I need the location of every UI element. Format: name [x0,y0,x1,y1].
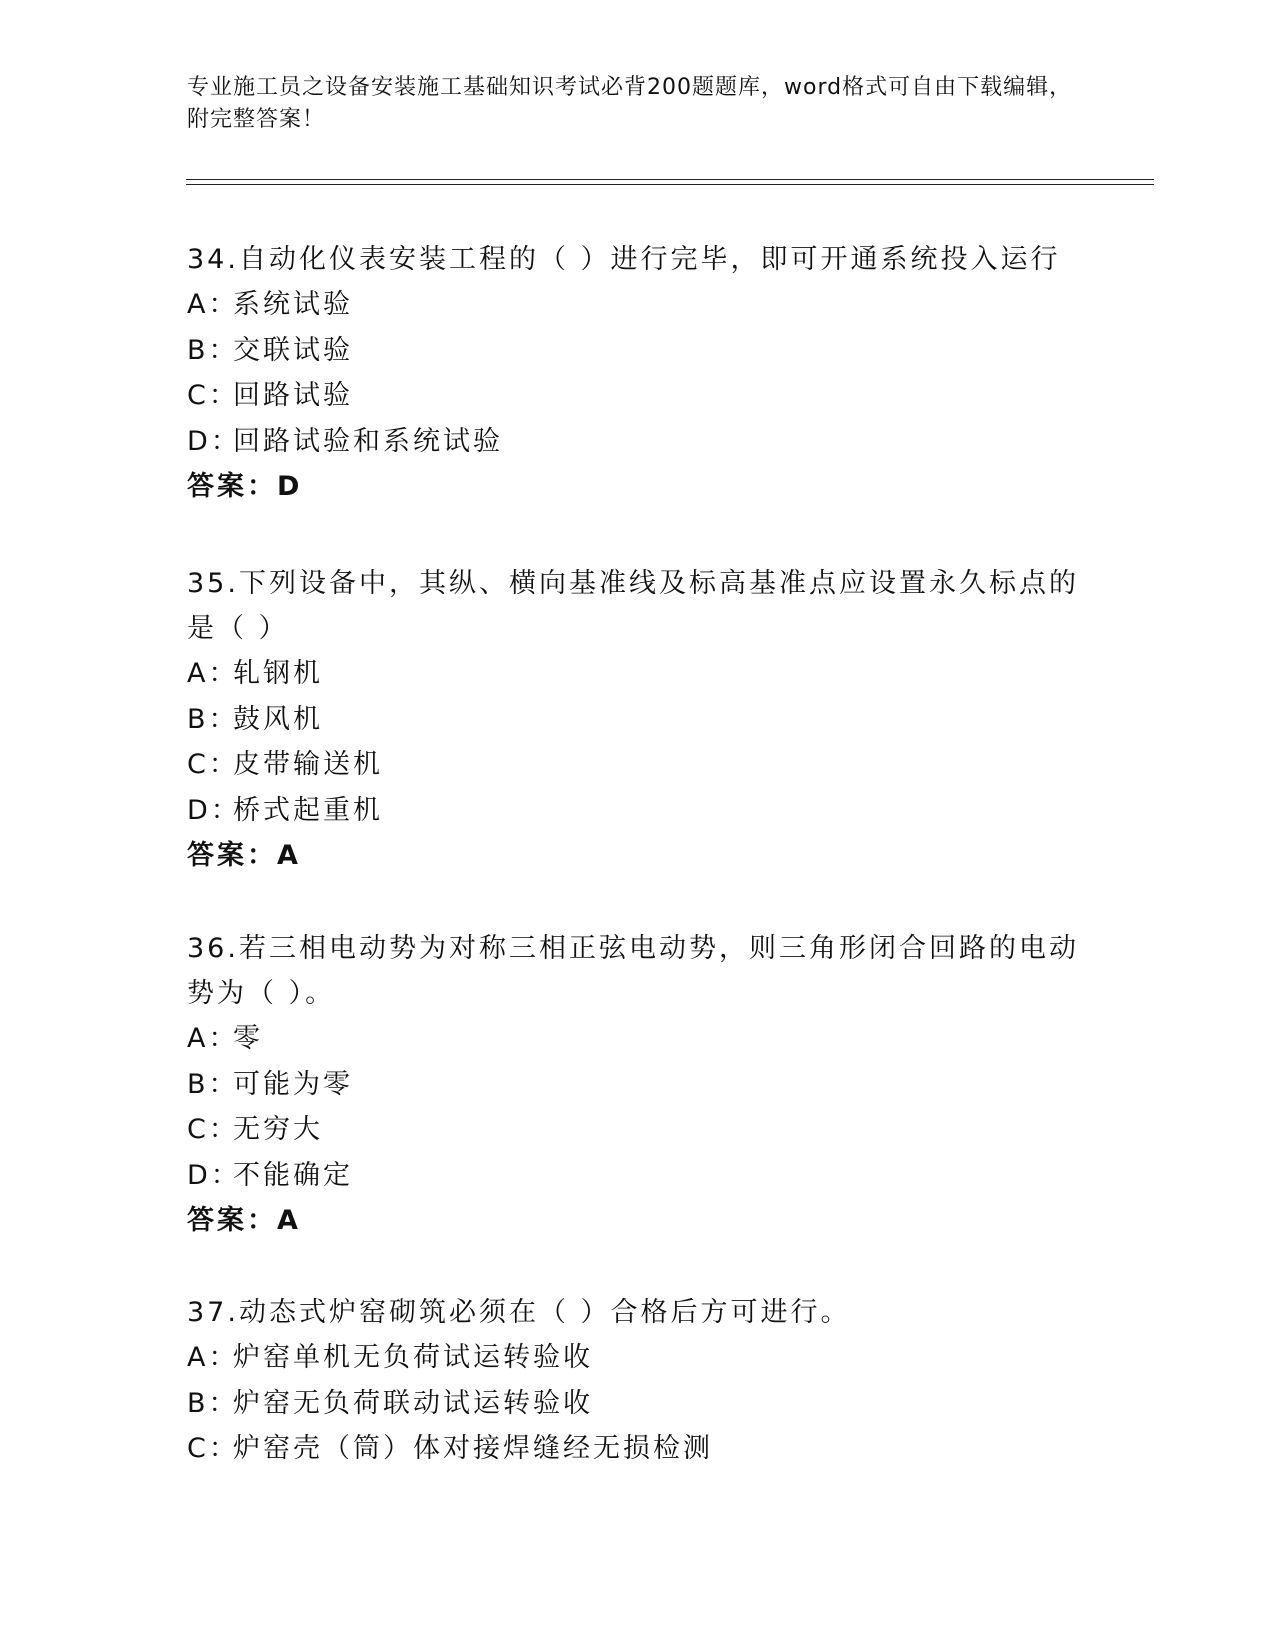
option-key: C： [187,380,239,411]
option-key: D： [187,794,241,826]
question-34 [187,237,1087,510]
question-36 [187,926,1087,1244]
option-d [187,1153,1087,1199]
option-text: 交联试验 [233,334,353,366]
option-key: A： [187,658,239,689]
option-text: 皮带输送机 [233,749,383,780]
question-35 [187,561,1087,879]
header-divider-line [186,179,1154,180]
option-key: D： [187,1159,241,1191]
option-key: C： [187,749,239,780]
option-key: D： [187,425,241,457]
option-text: 回路试验和系统试验 [233,425,503,457]
answer-line: 答案：A [187,840,301,871]
answer-line: 答案：D [187,471,303,502]
option-b [187,1381,1087,1427]
option-c [187,1107,1087,1153]
option-key: A： [187,1342,239,1373]
option-text: 无穷大 [233,1114,323,1145]
option-text: 不能确定 [233,1159,353,1191]
question-stem: 34.自动化仪表安装工程的（ ）进行完毕，即可开通系统投入运行 [187,244,1061,275]
option-text: 可能为零 [233,1068,353,1100]
option-c [187,373,1087,419]
option-key: B： [187,703,239,735]
option-text: 零 [233,1023,263,1054]
option-key: A： [187,1023,239,1054]
option-a [187,282,1087,328]
question-stem: 35.下列设备中，其纵、横向基准线及标高基准点应设置永久标点的是（ ） [187,568,1079,644]
header-divider-line-second [186,184,1154,185]
option-b [187,328,1087,374]
option-key: B： [187,334,239,366]
option-d [187,788,1087,834]
option-b [187,1062,1087,1108]
question-stem: 36.若三相电动势为对称三相正弦电动势，则三角形闭合回路的电动势为（ ）。 [187,933,1079,1009]
option-key: B： [187,1387,239,1419]
option-c [187,742,1087,788]
option-a [187,651,1087,697]
option-key: C： [187,1114,239,1145]
option-text: 回路试验 [233,380,353,411]
option-text: 炉窑无负荷联动试运转验收 [233,1387,593,1419]
question-stem: 37.动态式炉窑砌筑必须在（ ）合格后方可进行。 [187,1297,851,1328]
option-text: 炉窑单机无负荷试运转验收 [233,1342,593,1373]
question-37 [187,1290,1087,1472]
option-key: B： [187,1068,239,1100]
option-b [187,697,1087,743]
option-key: A： [187,289,239,320]
answer-line: 答案：A [187,1205,301,1236]
option-a [187,1335,1087,1381]
option-a [187,1016,1087,1062]
option-text: 系统试验 [233,289,353,320]
option-text: 炉窑壳（筒）体对接焊缝经无损检测 [233,1433,713,1464]
option-d [187,419,1087,465]
document-header-title: 专业施工员之设备安装施工基础知识考试必背200题题库，word格式可自由下载编辑，附完整答案！ [187,75,1073,132]
option-c [187,1426,1087,1472]
option-text: 鼓风机 [233,703,323,735]
option-text: 桥式起重机 [233,794,383,826]
option-key: C： [187,1433,239,1464]
option-text: 轧钢机 [233,658,323,689]
